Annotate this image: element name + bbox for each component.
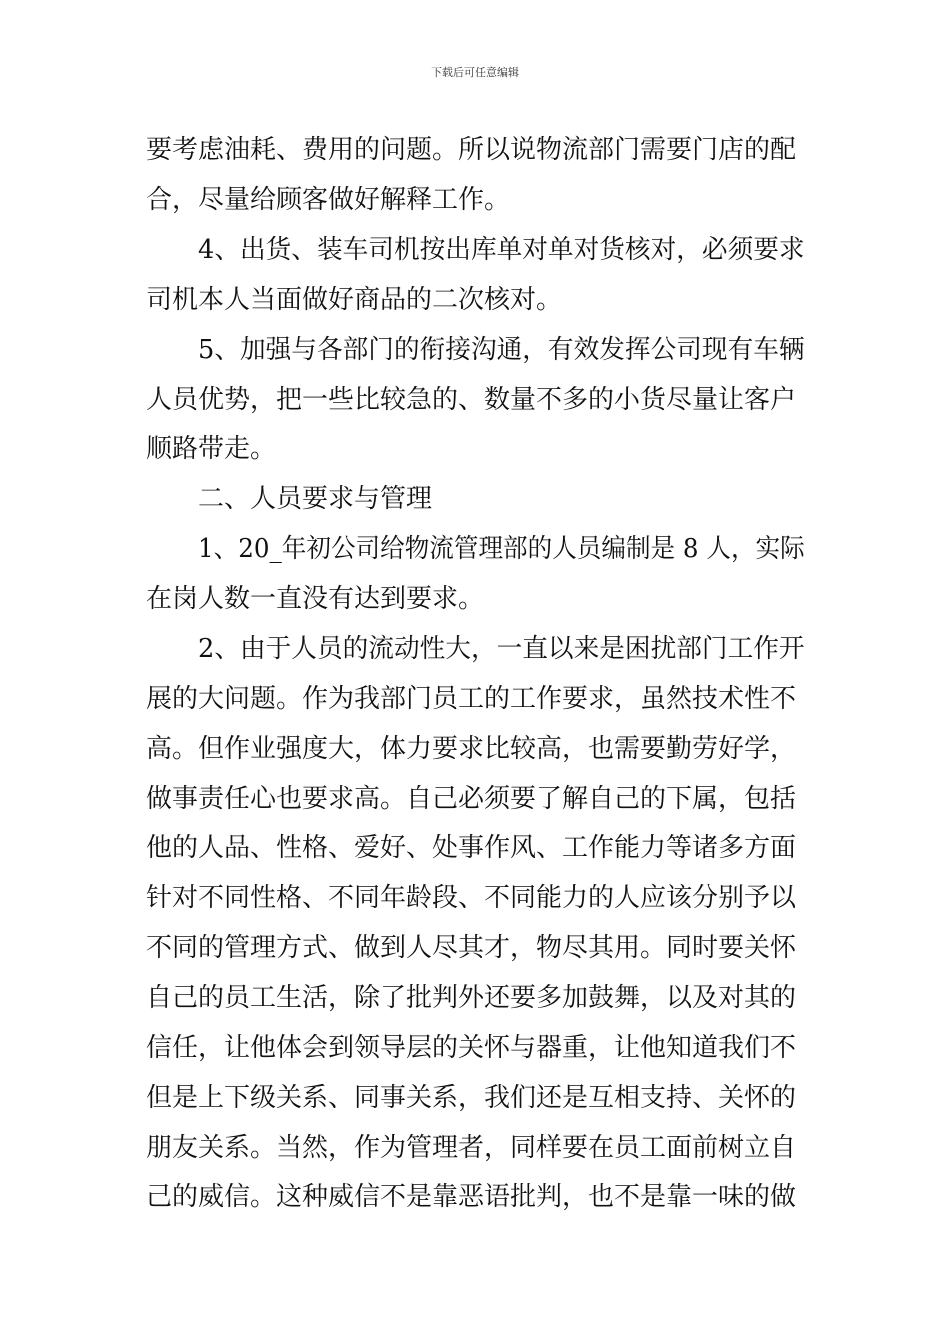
text-line: 他的人品、性格、爱好、处事作风、工作能力等诸多方面 (146, 833, 797, 863)
text-line: 顺路带走。 (146, 434, 277, 464)
text-line: 不同的管理方式、做到人尽其才，物尽其用。同时要关怀 (146, 933, 797, 963)
text-line: 高。但作业强度大，体力要求比较高，也需要勤劳好学， (146, 734, 797, 764)
text-line: 朋友关系。当然，作为管理者，同样要在员工面前树立自 (146, 1133, 797, 1163)
text-line: 信任，让他体会到领导层的关怀与器重，让他知道我们不 (146, 1033, 797, 1063)
text-line: 要考虑油耗、费用的问题。所以说物流部门需要门店的配 (146, 135, 797, 165)
text-line: 针对不同性格、不同年龄段、不同能力的人应该分别予以 (146, 883, 797, 913)
text-line: 自己的员工生活，除了批判外还要多加鼓舞，以及对其的 (146, 983, 797, 1013)
text-line: 在岗人数一直没有达到要求。 (146, 584, 485, 614)
text-line: 但是上下级关系、同事关系，我们还是互相支持、关怀的 (146, 1083, 797, 1113)
text-line: 人员优势，把一些比较急的、数量不多的小货尽量让客户 (146, 385, 797, 415)
paragraph-first-line: 2、由于人员的流动性大，一直以来是困扰部门工作开 (198, 634, 805, 664)
paragraph-first-line: 5、加强与各部门的衔接沟通，有效发挥公司现有车辆 (198, 335, 805, 365)
paragraph-first-line: 1、20_年初公司给物流管理部的人员编制是 8 人，实际 (198, 534, 805, 564)
paragraph-first-line: 4、出货、装车司机按出库单对单对货核对，必须要求 (198, 235, 805, 265)
text-line: 司机本人当面做好商品的二次核对。 (146, 285, 563, 315)
section-heading: 二、人员要求与管理 (198, 484, 433, 514)
page-header: 下载后可任意编辑 (431, 66, 519, 79)
text-line: 做事责任心也要求高。自己必须要了解自己的下属，包括 (146, 784, 797, 814)
text-line: 己的威信。这种威信不是靠恶语批判，也不是靠一味的做 (146, 1182, 797, 1212)
text-line: 展的大问题。作为我部门员工的工作要求，虽然技术性不 (146, 684, 797, 714)
text-line: 合，尽量给顾客做好解释工作。 (146, 185, 511, 215)
